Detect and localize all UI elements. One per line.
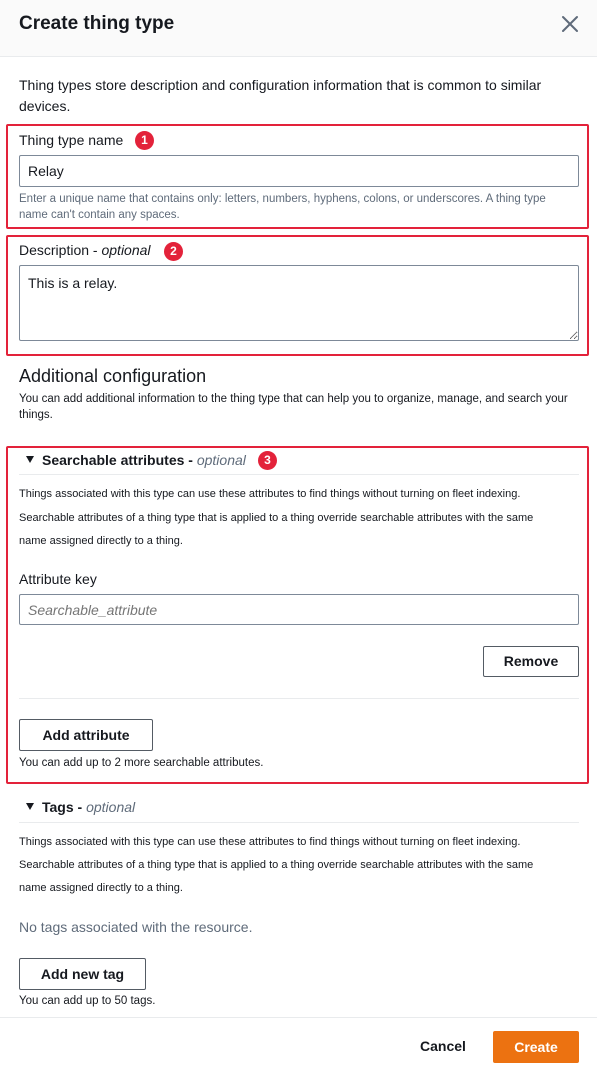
searchable-attributes-toggle[interactable]: Searchable attributes - optional [26,452,246,468]
attribute-key-label: Attribute key [19,571,97,587]
additional-configuration-text: You can add additional information to the thing type that can help you to organize, manage, and search your things. [19,393,568,421]
tags-divider [19,822,579,823]
step-badge-2: 2 [164,242,183,261]
cancel-button[interactable]: Cancel [420,1038,466,1054]
description-textarea[interactable] [19,265,579,341]
searchable-description-line-2: Searchable attributes of a thing type that is applied to a thing override searchable attributes with the same [19,512,534,524]
searchable-attributes-title: Searchable attributes [42,452,185,468]
thing-type-name-input[interactable] [19,155,579,187]
tags-limit-text: You can add up to 50 tags. [19,995,156,1007]
attribute-key-input[interactable] [19,594,579,625]
description-label-text: Description [19,242,90,258]
tags-description-line-1: Things associated with this type can use these attributes to find things without turning on fleet indexing. [19,836,521,848]
dialog-title: Create thing type [19,13,175,34]
description-optional: optional [101,242,151,258]
caret-down-icon [26,456,34,463]
dialog-intro: Thing types store description and configuration information that is common to similar devices. [19,77,542,114]
close-button[interactable] [560,13,580,35]
searchable-divider-top [19,474,579,475]
step-badge-3: 3 [258,451,277,470]
tags-description-line-2: Searchable attributes of a thing type that is applied to a thing override searchable attributes with the same [19,859,534,871]
additional-configuration-title: Additional configuration [19,366,207,386]
create-button[interactable]: Create [493,1031,579,1063]
close-icon [560,13,580,35]
caret-down-icon [26,803,34,810]
step-badge-1: 1 [135,131,154,150]
remove-attribute-button[interactable]: Remove [483,646,579,677]
thing-type-name-label: Thing type name [19,132,124,148]
tags-description-line-3: name assigned directly to a thing. [19,882,183,894]
tags-optional: optional [86,799,136,815]
add-new-tag-button[interactable]: Add new tag [19,958,146,990]
tags-toggle[interactable]: Tags - optional [26,799,135,815]
add-attribute-button[interactable]: Add attribute [19,719,153,751]
searchable-divider-bottom [19,698,579,699]
dialog-header [0,0,597,57]
description-label: Description - optional [19,242,151,258]
searchable-description-line-3: name assigned directly to a thing. [19,535,183,547]
searchable-limit-text: You can add up to 2 more searchable attributes. [19,757,264,769]
tags-title: Tags [42,799,74,815]
thing-type-name-help: Enter a unique name that contains only: letters, numbers, hyphens, colons, or underscores. A thing type name can't contain any spaces. [19,193,546,221]
dialog-footer [0,1017,597,1071]
searchable-description-line-1: Things associated with this type can use these attributes to find things without turning on fleet indexing. [19,488,521,500]
searchable-attributes-optional: optional [196,452,246,468]
tags-empty-text: No tags associated with the resource. [19,919,253,935]
